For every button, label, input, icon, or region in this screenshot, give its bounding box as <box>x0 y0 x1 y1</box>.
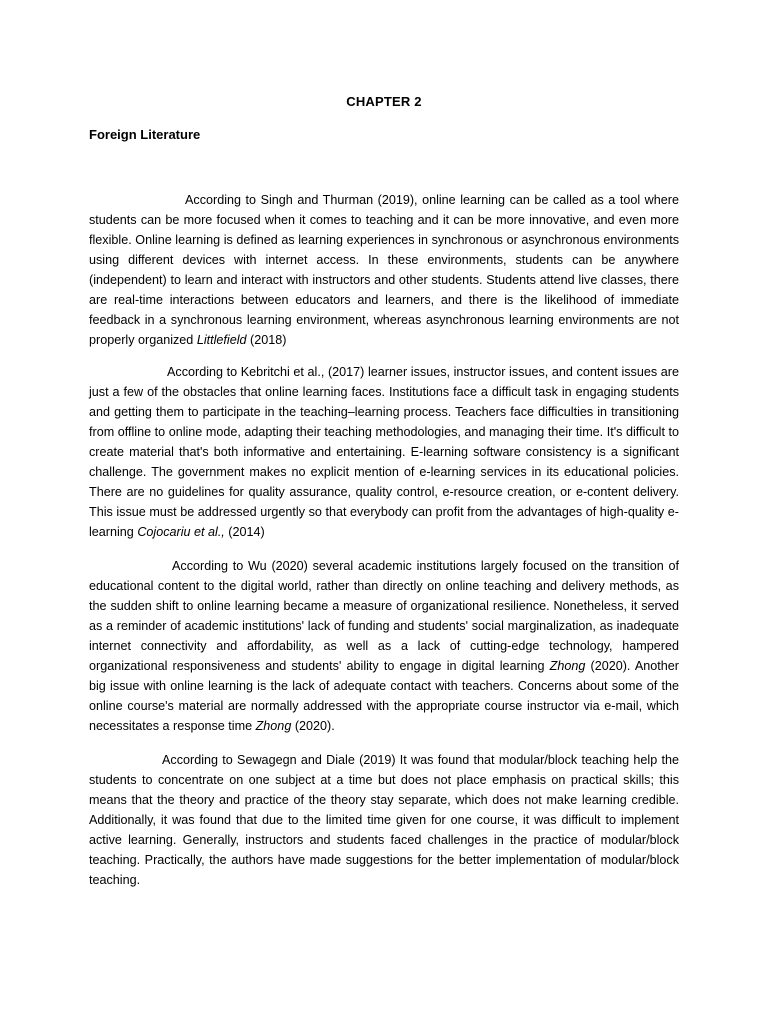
paragraph-text: According to Sewagegn and Diale (2019) It was found that modular/block teaching help the students to concentrate on one subject at a time but does not place emphasis on practical skills; this means that the theory and practice of the theory stay separate, which does not make learning credible. Additionally, it was found that due to the limited time given for one course, it was difficult to implement active learning. Generally, instructors and students faced challenges in the practice of modular/block teaching. Practically, the authors have made suggestions for the better implementation of modular/block teaching. <box>89 753 679 887</box>
paragraph-2 <box>89 362 679 542</box>
section-heading: Foreign Literature <box>89 127 201 142</box>
chapter-heading: CHAPTER 2 <box>346 94 422 109</box>
paragraph-3 <box>89 556 679 736</box>
paragraph-text: According to Singh and Thurman (2019), online learning can be called as a tool where students can be more focused when it comes to teaching and it can be more innovative, and even more flexible. Online learning is defined as learning experiences in synchronous or asynchronous environments using different devices with internet access. In these environments, students can be anywhere (independent) to learn and interact with instructors and other students. Students attend live classes, there are real-time interactions between educators and learners, and there is the likelihood of immediate feedback in a synchronous learning environment, whereas asynchronous learning environments are not properly organized <box>89 193 679 347</box>
paragraph-text: According to Wu (2020) several academic institutions largely focused on the transition of educational content to the digital world, rather than directly on online teaching and delivery methods, as the sudden shift to online learning became a measure of organizational resilience. Nonetheless, it served as a reminder of academic institutions' lack of funding and students' social marginalization, as inadequate internet connectivity and affordability, as well as a lack of cutting-edge technology, hampered organizational responsiveness and students' ability to engage in digital learning <box>89 559 679 673</box>
citation-author-2: Zhong <box>255 719 292 733</box>
citation-author: Littlefield <box>196 333 247 347</box>
citation-year: (2020). <box>291 719 335 733</box>
citation-author: Zhong <box>549 659 586 673</box>
paragraph-1 <box>89 190 679 350</box>
citation-year: (2018) <box>246 333 287 347</box>
paragraph-text-continued: (2020). Another big issue with online learning is the lack of adequate contact with teachers. Concerns about some of the online course's material are normally addressed with the appropriate course instructor via e-mail, which necessitates a response time <box>89 659 679 733</box>
paragraph-text: According to Kebritchi et al., (2017) learner issues, instructor issues, and content issues are just a few of the obstacles that online learning faces. Institutions face a difficult task in engaging students and getting them to participate in the teaching–learning process. Teachers face difficulties in transitioning from offline to online mode, adapting their teaching methodologies, and managing their time. It's difficult to create material that's both informative and entertaining. E-learning software consistency is a significant challenge. The government makes no explicit mention of e-learning services in its educational policies. There are no guidelines for quality assurance, quality control, e-resource creation, or e-content delivery. This issue must be addressed urgently so that everybody can profit from the advantages of high-quality e-learning <box>89 365 679 539</box>
paragraph-4 <box>89 750 679 890</box>
citation-author: Cojocariu et al., <box>137 525 225 539</box>
citation-year: (2014) <box>224 525 265 539</box>
